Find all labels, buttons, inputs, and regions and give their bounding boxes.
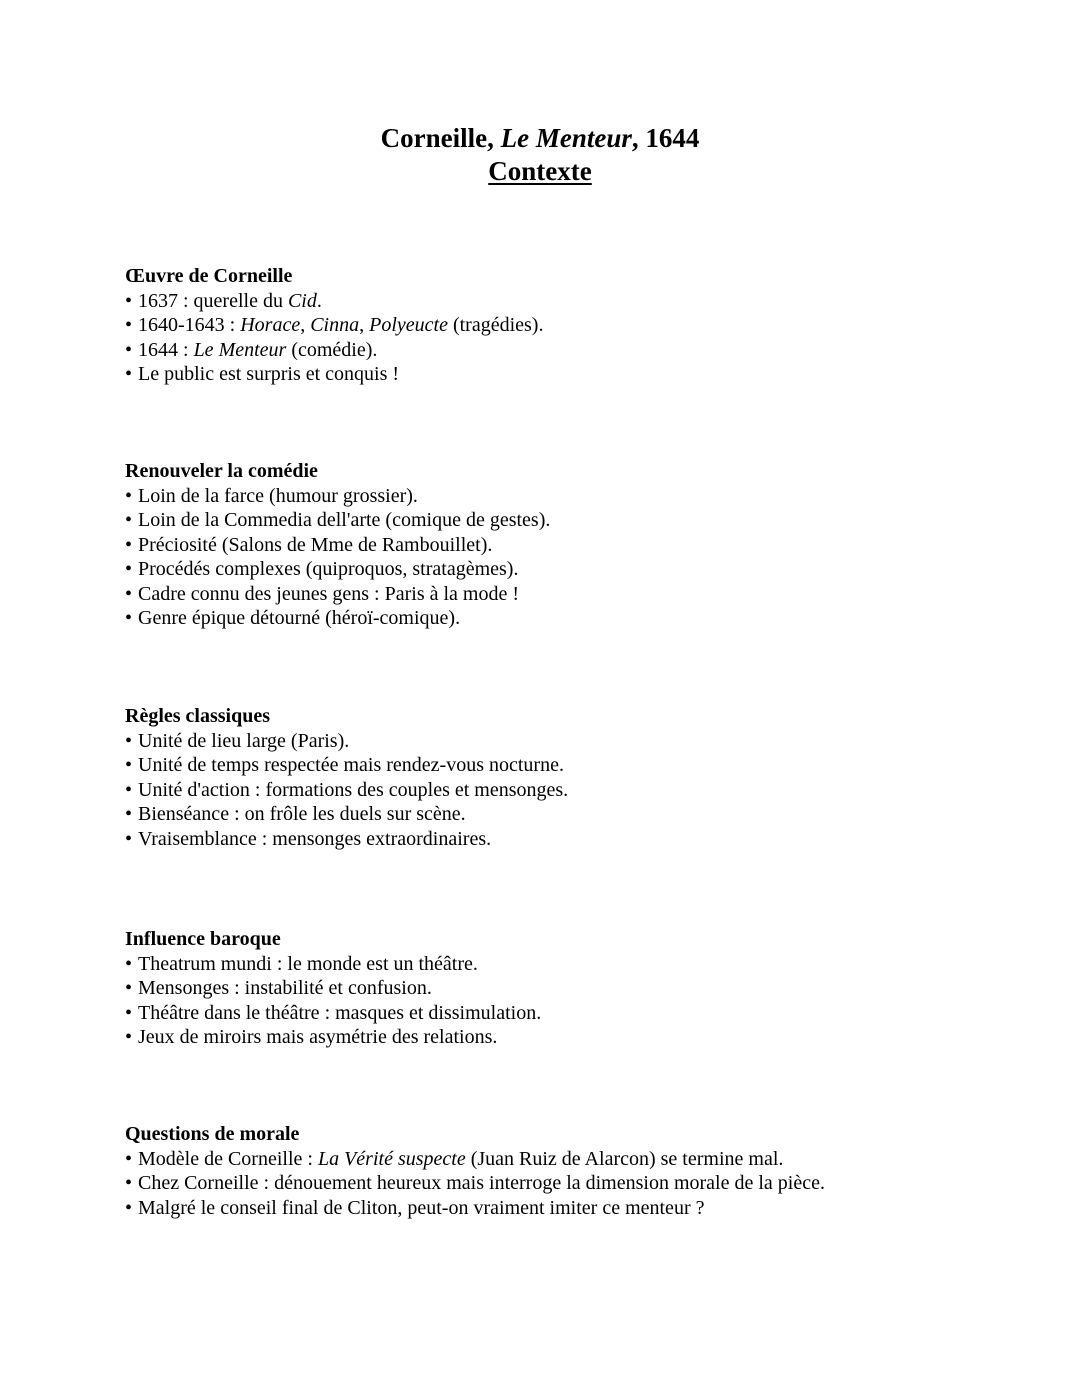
- section-renouveler: [125, 459, 1025, 631]
- item-text: Préciosité (Salons de Mme de Rambouillet).: [138, 533, 493, 556]
- bullet-icon: •: [125, 363, 133, 385]
- list-item: [125, 338, 1025, 363]
- list-item: [125, 976, 1025, 1001]
- list-item: [125, 362, 1025, 387]
- bullet-list: [125, 729, 1025, 852]
- bullet-icon: •: [125, 803, 133, 825]
- bullet-icon: •: [125, 558, 133, 580]
- item-text: (comédie).: [286, 338, 378, 361]
- list-item: [125, 827, 1025, 852]
- document-subtitle: Contexte: [488, 156, 592, 186]
- item-text: 1644 :: [138, 338, 194, 361]
- list-item: [125, 508, 1025, 533]
- bullet-icon: •: [125, 729, 133, 752]
- section-heading: Influence baroque: [125, 928, 281, 950]
- bullet-icon: •: [125, 754, 133, 776]
- item-text: Jeux de miroirs mais asymétrie des relations.: [138, 1026, 498, 1048]
- list-item: [125, 557, 1025, 582]
- item-text: 1640-1643 :: [138, 314, 241, 336]
- list-item: [125, 484, 1025, 509]
- item-text: Unité d'action : formations des couples et mensonges.: [138, 778, 569, 801]
- bullet-icon: •: [125, 977, 133, 999]
- section-oeuvre: [125, 264, 1025, 387]
- bullet-icon: •: [125, 1026, 133, 1048]
- section-heading: Questions de morale: [125, 1123, 300, 1145]
- italic-title-text: Cid: [287, 289, 317, 312]
- item-text: Theatrum mundi : le monde est un théâtre.: [138, 952, 478, 975]
- item-text: Loin de la Commedia dell'arte (comique de gestes).: [138, 509, 551, 531]
- bullet-list: [125, 952, 1025, 1050]
- item-text: ,: [359, 314, 370, 336]
- list-item: [125, 1025, 1025, 1050]
- bullet-icon: •: [125, 582, 133, 605]
- item-text: Modèle de Corneille :: [138, 1147, 318, 1170]
- item-text: .: [316, 289, 322, 312]
- list-item: [125, 802, 1025, 827]
- section-heading: Règles classiques: [125, 705, 270, 727]
- list-item: [125, 1147, 1025, 1172]
- bullet-icon: •: [125, 1147, 133, 1170]
- bullet-list: [125, 1147, 1025, 1221]
- item-text: ,: [300, 314, 311, 336]
- title-line: [0, 122, 1080, 155]
- bullet-icon: •: [125, 533, 133, 556]
- bullet-icon: •: [125, 607, 133, 629]
- bullet-icon: •: [125, 509, 133, 531]
- section-regles: [125, 704, 1025, 851]
- title-work: Le Menteur: [500, 123, 632, 153]
- italic-title-text: Polyeucte: [369, 314, 448, 336]
- bullet-icon: •: [125, 338, 133, 361]
- item-text: Théâtre dans le théâtre : masques et dissimulation.: [138, 1001, 542, 1024]
- bullet-icon: •: [125, 484, 133, 507]
- item-text: Genre épique détourné (héroï-comique).: [138, 607, 461, 629]
- item-text: Cadre connu des jeunes gens : Paris à la mode !: [138, 582, 520, 605]
- item-text: Chez Corneille : dénouement heureux mais interroge la dimension morale de la pièce.: [138, 1172, 825, 1194]
- section-heading: Renouveler la comédie: [125, 460, 318, 482]
- item-text: Le public est surpris et conquis !: [138, 363, 400, 385]
- bullet-icon: •: [125, 778, 133, 801]
- section-baroque: [125, 927, 1025, 1050]
- item-text: Malgré le conseil final de Cliton, peut-on vraiment imiter ce menteur ?: [138, 1196, 705, 1219]
- item-text: Unité de temps respectée mais rendez-vous nocturne.: [138, 754, 564, 776]
- bullet-icon: •: [125, 952, 133, 975]
- item-text: Vraisemblance : mensonges extraordinaires.: [138, 827, 492, 850]
- item-text: 1637 : querelle du: [138, 289, 288, 312]
- item-text: Bienséance : on frôle les duels sur scène.: [138, 803, 466, 825]
- bullet-icon: •: [125, 289, 133, 312]
- item-text: Loin de la farce (humour grossier).: [138, 484, 418, 507]
- title-year: , 1644: [631, 123, 700, 153]
- list-item: [125, 533, 1025, 558]
- bullet-list: [125, 484, 1025, 631]
- bullet-icon: •: [125, 1196, 133, 1219]
- italic-title-text: Cinna: [310, 314, 360, 336]
- list-item: [125, 1001, 1025, 1026]
- list-item: [125, 313, 1025, 338]
- item-text: (tragédies).: [447, 314, 544, 336]
- item-text: Mensonges : instabilité et confusion.: [138, 977, 432, 999]
- bullet-icon: •: [125, 1001, 133, 1024]
- section-heading: Œuvre de Corneille: [125, 265, 293, 287]
- document-title: [0, 122, 1080, 188]
- list-item: [125, 753, 1025, 778]
- italic-title-text: Le Menteur: [193, 338, 287, 361]
- list-item: [125, 606, 1025, 631]
- list-item: [125, 1196, 1025, 1221]
- bullet-icon: •: [125, 827, 133, 850]
- list-item: [125, 582, 1025, 607]
- list-item: [125, 289, 1025, 314]
- item-text: Procédés complexes (quiproquos, stratagèmes).: [138, 558, 519, 580]
- list-item: [125, 1171, 1025, 1196]
- bullet-icon: •: [125, 314, 133, 336]
- item-text: Unité de lieu large (Paris).: [138, 729, 350, 752]
- section-morale: [125, 1122, 1025, 1220]
- italic-title-text: La Vérité suspecte: [317, 1147, 466, 1170]
- item-text: (Juan Ruiz de Alarcon) se termine mal.: [465, 1147, 784, 1170]
- list-item: [125, 729, 1025, 754]
- list-item: [125, 952, 1025, 977]
- bullet-icon: •: [125, 1172, 133, 1194]
- list-item: [125, 778, 1025, 803]
- italic-title-text: Horace: [240, 314, 301, 336]
- bullet-list: [125, 289, 1025, 387]
- title-author: Corneille,: [380, 123, 501, 153]
